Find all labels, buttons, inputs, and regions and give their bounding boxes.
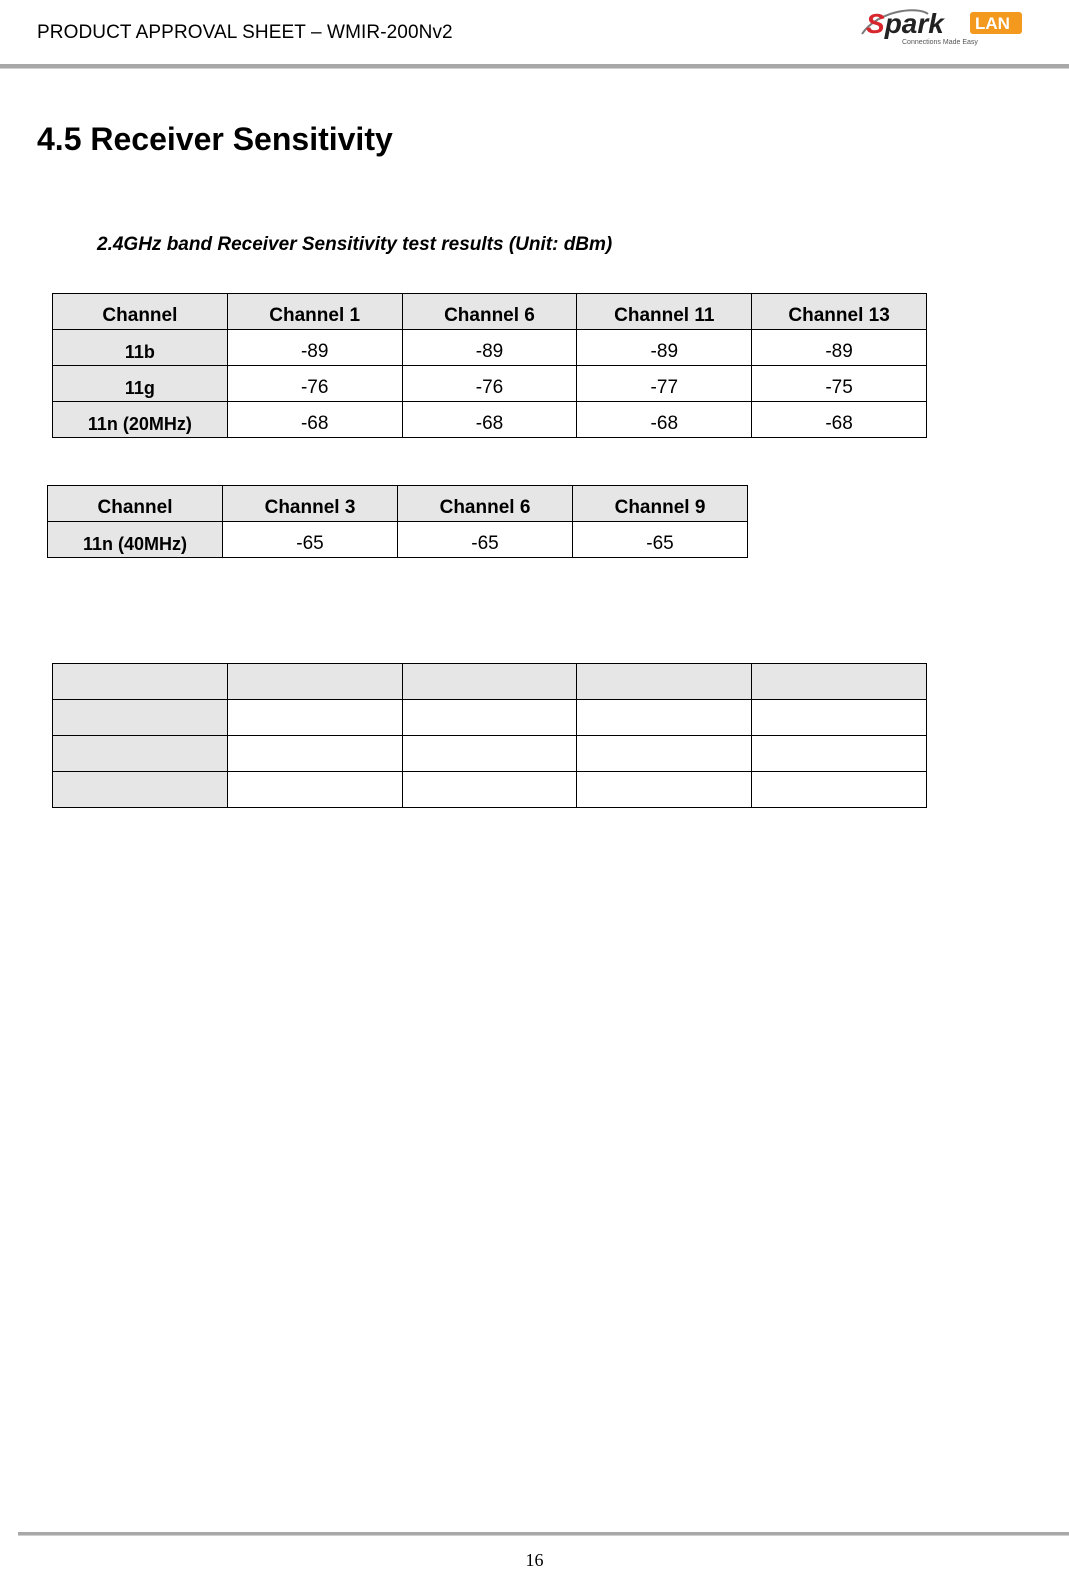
sparklan-logo [858, 4, 1028, 48]
value-cell: -68 [577, 402, 752, 438]
value-cell: -68 [752, 402, 927, 438]
table-header-row [53, 294, 927, 330]
value-cell: -65 [223, 522, 398, 558]
footer-rule-shadow [18, 1535, 1069, 1536]
value-cell: -65 [398, 522, 573, 558]
table-row [53, 402, 927, 438]
logo-tagline: Connections Made Easy [902, 39, 978, 46]
header-cell: Channel 3 [223, 486, 398, 522]
value-cell: -65 [573, 522, 748, 558]
empty-cell [577, 772, 752, 808]
empty-header-cell [53, 664, 228, 700]
empty-row-header-cell [53, 736, 228, 772]
empty-row-header-cell [53, 772, 228, 808]
value-cell: -89 [402, 330, 577, 366]
value-cell: -89 [227, 330, 402, 366]
section-heading: 4.5 Receiver Sensitivity [37, 121, 393, 157]
empty-cell [227, 736, 402, 772]
empty-cell [752, 772, 927, 808]
table-header-row [48, 486, 748, 522]
sensitivity-table-20mhz [52, 293, 927, 438]
sensitivity-table-40mhz [47, 485, 748, 558]
table-row [53, 700, 927, 736]
value-cell: -89 [752, 330, 927, 366]
value-cell: -68 [402, 402, 577, 438]
value-cell: -76 [227, 366, 402, 402]
empty-cell [752, 700, 927, 736]
value-cell: -77 [577, 366, 752, 402]
empty-cell [402, 772, 577, 808]
mode-cell: 11b [53, 330, 228, 366]
document-header-title: PRODUCT APPROVAL SHEET – WMIR-200Nv2 [37, 22, 453, 43]
page-number: 16 [525, 1550, 544, 1570]
header-cell: Channel 1 [227, 294, 402, 330]
header-cell: Channel 6 [398, 486, 573, 522]
mode-cell: 11n (20MHz) [53, 402, 228, 438]
empty-cell [402, 700, 577, 736]
table-row [53, 736, 927, 772]
empty-header-cell [402, 664, 577, 700]
empty-cell [577, 700, 752, 736]
header-cell: Channel 9 [573, 486, 748, 522]
header-cell: Channel 6 [402, 294, 577, 330]
empty-header-cell [752, 664, 927, 700]
table-row [53, 330, 927, 366]
empty-cell [402, 736, 577, 772]
header-cell: Channel 11 [577, 294, 752, 330]
value-cell: -75 [752, 366, 927, 402]
empty-row-header-cell [53, 700, 228, 736]
logo-spark-text: Spark [866, 8, 944, 39]
table-row [53, 366, 927, 402]
table-caption: 2.4GHz band Receiver Sensitivity test results (Unit: dBm) [97, 234, 613, 255]
empty-cell [577, 736, 752, 772]
header-cell: Channel [48, 486, 223, 522]
header-rule-shadow [0, 68, 1069, 69]
empty-cell [227, 772, 402, 808]
value-cell: -76 [402, 366, 577, 402]
empty-header-cell [577, 664, 752, 700]
empty-cell [752, 736, 927, 772]
empty-header-cell [227, 664, 402, 700]
logo-lan-text: LAN [975, 14, 1010, 33]
table-row [48, 522, 748, 558]
table-row [53, 772, 927, 808]
value-cell: -68 [227, 402, 402, 438]
empty-cell [227, 700, 402, 736]
table-header-row [53, 664, 927, 700]
header-cell: Channel [53, 294, 228, 330]
mode-cell: 11n (40MHz) [48, 522, 223, 558]
blank-table [52, 663, 927, 808]
mode-cell: 11g [53, 366, 228, 402]
value-cell: -89 [577, 330, 752, 366]
header-cell: Channel 13 [752, 294, 927, 330]
